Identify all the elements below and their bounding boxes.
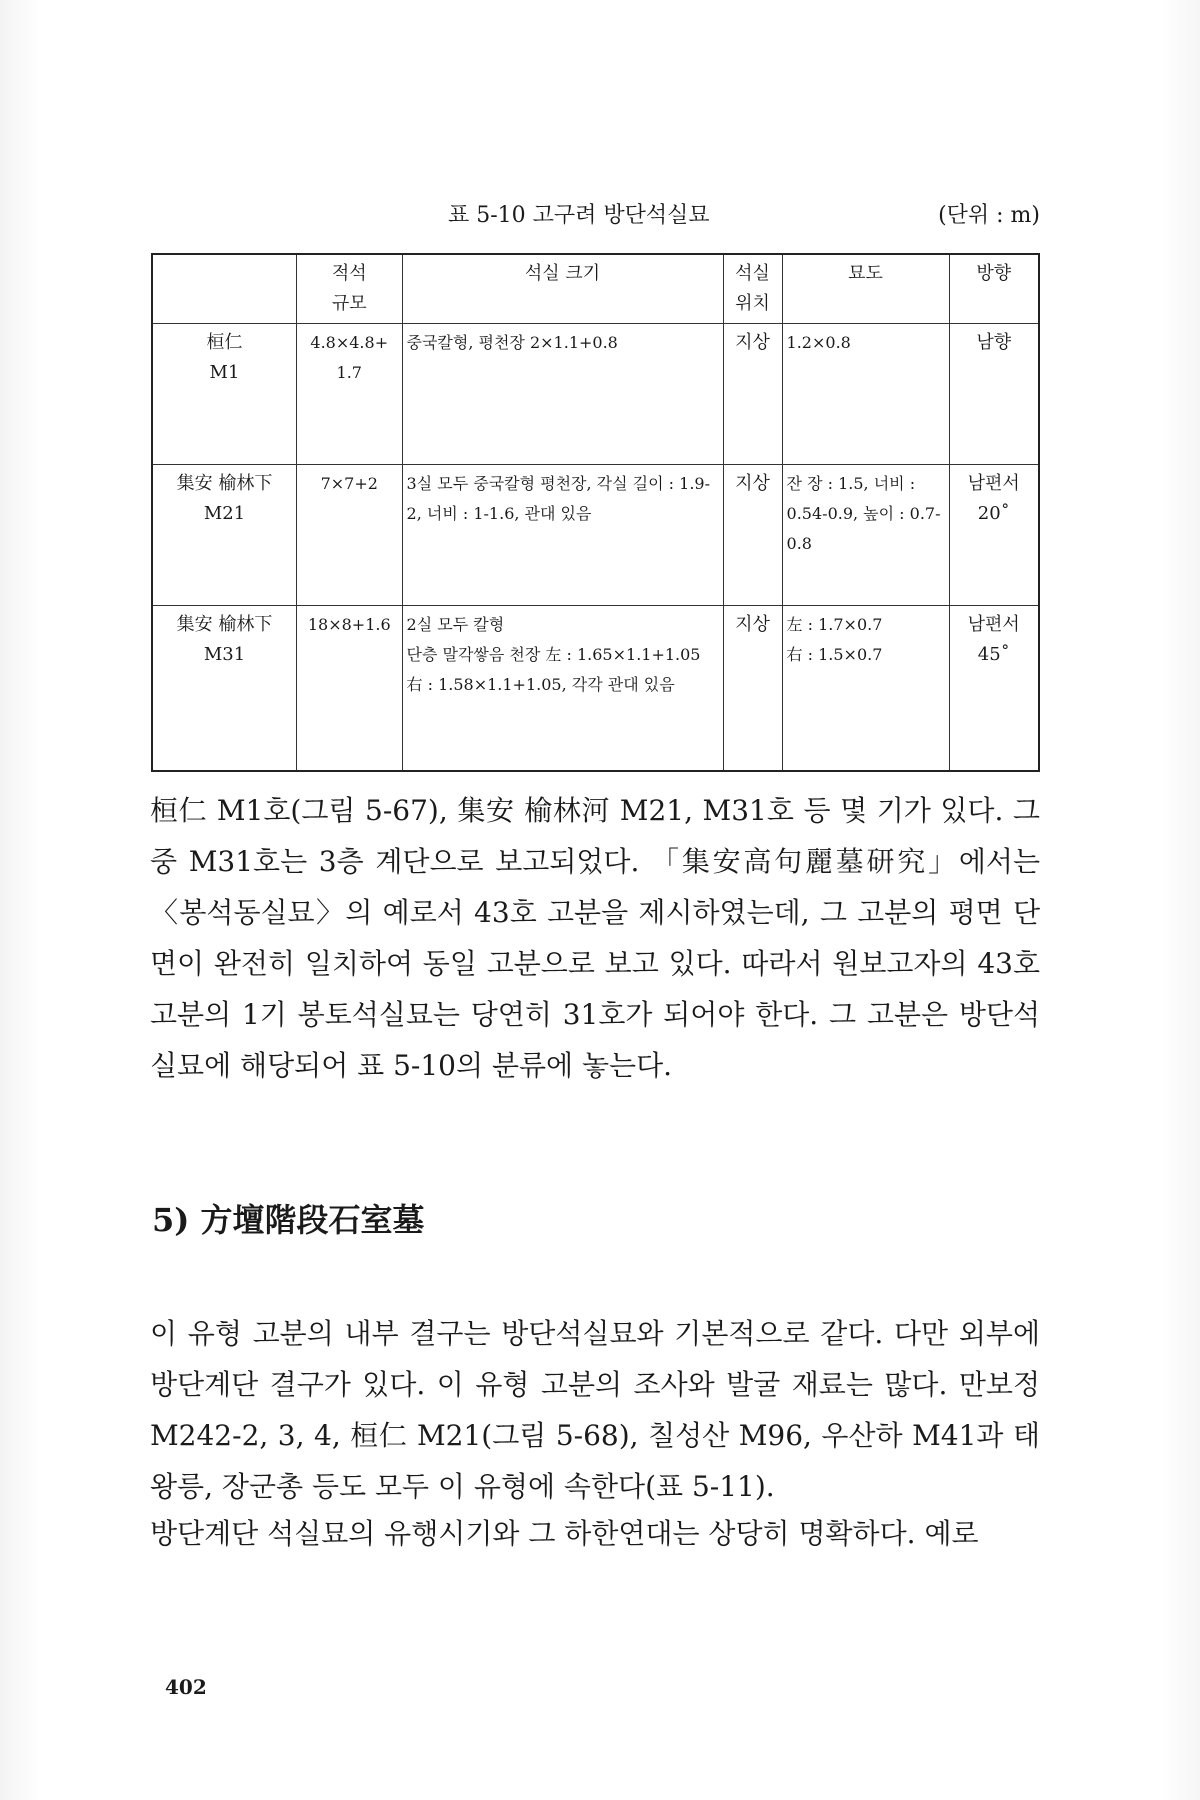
table-row xyxy=(152,606,1039,772)
header-blank xyxy=(152,254,296,324)
table-caption xyxy=(150,198,1040,232)
header-position: 석실 위치 xyxy=(723,254,782,324)
cell-passage: 1.2×0.8 xyxy=(782,324,949,465)
header-passage: 묘도 xyxy=(782,254,949,324)
table-row xyxy=(152,465,1039,606)
cell-name: 集安 榆林下 M21 xyxy=(152,465,296,606)
paragraph-3: 방단계단 석실묘의 유행시기와 그 하한연대는 상당히 명확하다. 예로 xyxy=(150,1517,979,1550)
cell-direction: 남편서 20˚ xyxy=(949,465,1039,606)
header-size: 석실 크기 xyxy=(402,254,723,324)
tomb-table xyxy=(151,253,1040,772)
cell-name: 集安 榆林下 M31 xyxy=(152,606,296,772)
cell-passage: 左 : 1.7×0.7 右 : 1.5×0.7 xyxy=(782,606,949,772)
cell-direction: 남향 xyxy=(949,324,1039,465)
header-direction: 방향 xyxy=(949,254,1039,324)
section-heading: 5) 方壇階段石室墓 xyxy=(152,1201,425,1239)
cell-position: 지상 xyxy=(723,465,782,606)
cell-position: 지상 xyxy=(723,606,782,772)
paragraph-2: 이 유형 고분의 내부 결구는 방단석실묘와 기본적으로 같다. 다만 외부에 방단계단 결구가 있다. 이 유형 고분의 조사와 발굴 재료는 많다. 만보정 M242-2, 3, 4, 桓仁 M21(그림 5-68), 칠성산 M96, 우산하 M41과 태왕릉, 장군총 등도 모두 이 유형에 속한다(표 5-11). xyxy=(150,1317,1040,1503)
cell-position: 지상 xyxy=(723,324,782,465)
cell-name: 桓仁 M1 xyxy=(152,324,296,465)
page-number: 402 xyxy=(165,1675,207,1699)
cell-size: 중국칼형, 평천장 2×1.1+0.8 xyxy=(402,324,723,465)
cell-scale: 4.8×4.8+ 1.7 xyxy=(296,324,402,465)
cell-scale: 7×7+2 xyxy=(296,465,402,606)
header-scale: 적석 규모 xyxy=(296,254,402,324)
paragraph-1: 桓仁 M1호(그림 5-67), 集安 榆林河 M21, M31호 등 몇 기가 있다. 그 중 M31호는 3층 계단으로 보고되었다. 「集安高句麗墓研究」에서는 〈봉석동실묘〉의 예로서 43호 고분을 제시하였는데, 그 고분의 평면 단면이 완전히 일치하여 동일 고분으로 보고 있다. 따라서 원보고자의 43호 고분의 1기 봉토석실묘는 당연히 31호가 되어야 한다. 그 고분은 방단석실묘에 해당되어 표 5-10의 분류에 놓는다. xyxy=(150,794,1040,1082)
cell-size: 3실 모두 중국칼형 평천장, 각실 길이 : 1.9-2, 너비 : 1-1.6, 관대 있음 xyxy=(402,465,723,606)
table-unit: (단위 : m) xyxy=(938,203,1040,228)
table-row xyxy=(152,324,1039,465)
table-title: 표 5-10 고구려 방단석실묘 xyxy=(448,203,710,228)
table-header-row xyxy=(152,254,1039,324)
cell-passage: 잔 장 : 1.5, 너비 : 0.54-0.9, 높이 : 0.7-0.8 xyxy=(782,465,949,606)
cell-size: 2실 모두 칼형 단층 말각쌓음 천장 左 : 1.65×1.1+1.05 右 : 1.58×1.1+1.05, 각각 관대 있음 xyxy=(402,606,723,772)
cell-scale: 18×8+1.6 xyxy=(296,606,402,772)
cell-direction: 남편서 45˚ xyxy=(949,606,1039,772)
